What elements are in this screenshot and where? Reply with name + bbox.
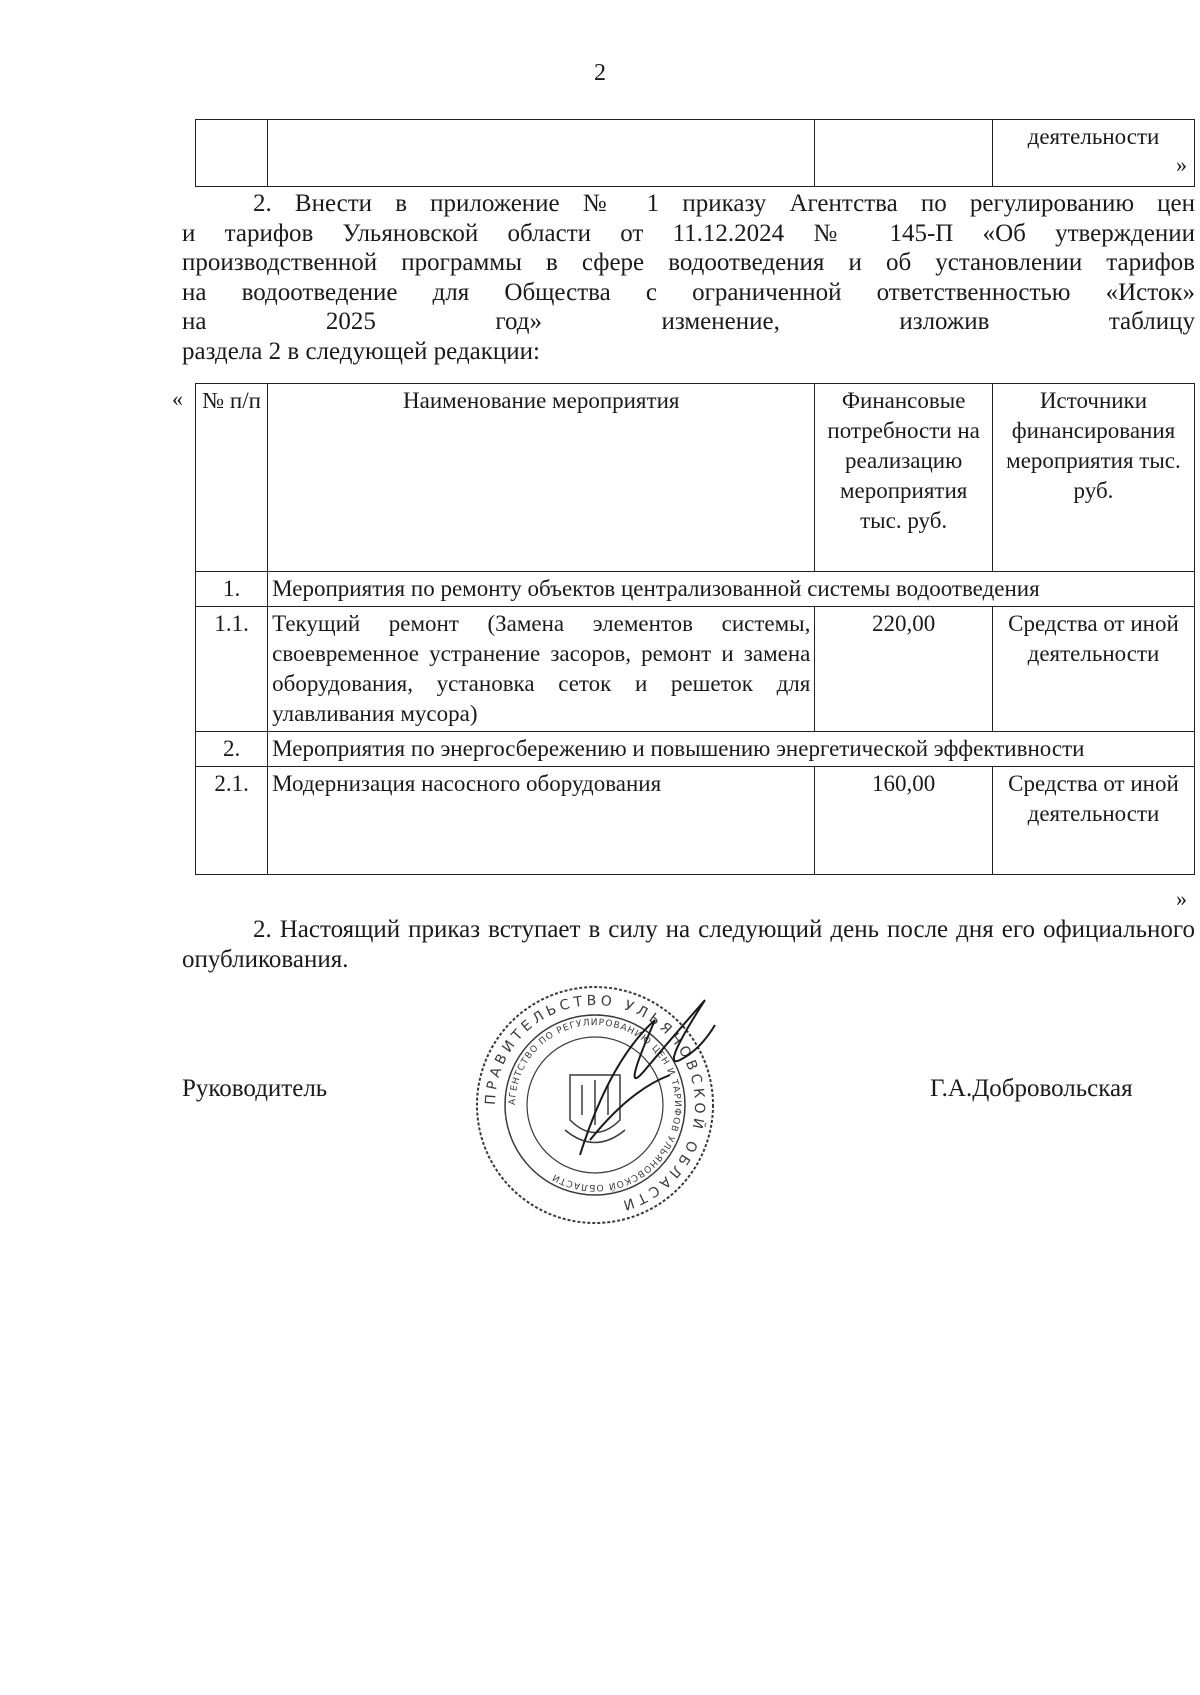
header-num: № п/п	[196, 384, 268, 572]
paragraph-line: производственной программы в сфере водоотведения и об установлении тарифов	[182, 249, 1195, 276]
seal-inner-text: АГЕНТСТВО ПО РЕГУЛИРОВАНИЮ ЦЕН И ТАРИФОВ УЛЬЯНОВСКОЙ ОБЛАСТИ	[507, 1017, 683, 1193]
activity-name: Модернизация насосного оборудования	[268, 767, 815, 875]
table-cell	[196, 120, 268, 187]
seal-outer-text: ПРАВИТЕЛЬСТВО УЛЬЯНОВСКОЙ ОБЛАСТИ	[482, 992, 708, 1214]
page-number: 2	[594, 60, 606, 86]
row-num: 1.1.	[196, 607, 268, 732]
table-row	[196, 767, 1195, 875]
row-num: 1.	[196, 572, 268, 607]
finance-value: 220,00	[815, 607, 993, 732]
table-cell	[268, 120, 815, 187]
row-num: 2.1.	[196, 767, 268, 875]
header-source: Источники финансирования мероприятия тыс. руб.	[992, 384, 1194, 572]
table-row	[196, 607, 1195, 732]
table-row	[196, 732, 1195, 767]
signatory-name: Г.А.Добровольская	[930, 1075, 1133, 1102]
paragraph-line: на водоотведение для Общества с ограниченной ответственностью «Исток»	[182, 278, 1195, 306]
table-cell: деятельности	[992, 120, 1194, 187]
header-finance: Финансовые потребности на реализацию мероприятия тыс. руб.	[815, 384, 993, 572]
table-row	[196, 120, 1195, 187]
table-cell	[815, 120, 993, 187]
row-num: 2.	[196, 732, 268, 767]
opening-quote: «	[172, 386, 183, 411]
activity-name: Текущий ремонт (Замена элементов системы, своевременное устранение засоров, ремонт и замена оборудования, установка сеток и решеток для улавливания мусора)	[268, 607, 815, 732]
section-title: Мероприятия по энергосбережению и повышению энергетической эффективности	[268, 732, 1195, 767]
header-name: Наименование мероприятия	[268, 384, 815, 572]
paragraph-line: и тарифов Ульяновской области от 11.12.2024 № 145-П «Об утверждении	[182, 219, 1195, 247]
paragraph-line: на 2025 год» изменение, изложив таблицу	[182, 308, 1195, 335]
official-seal	[470, 980, 720, 1230]
table-row	[196, 572, 1195, 607]
paragraph-line: 2. Внести в приложение № 1 приказу Агентства по регулированию цен	[253, 190, 1195, 217]
finance-value: 160,00	[815, 767, 993, 875]
paragraph-line: раздела 2 в следующей редакции:	[182, 337, 540, 365]
funding-source: Средства от иной деятельности	[992, 767, 1194, 875]
funding-source: Средства от иной деятельности	[992, 607, 1194, 732]
table-header-row	[196, 384, 1195, 572]
signatory-position: Руководитель	[182, 1075, 328, 1102]
paragraph-amendment	[182, 189, 1195, 366]
closing-quote: »	[1176, 152, 1187, 177]
previous-table-tail	[195, 119, 1195, 187]
closing-quote: »	[1176, 886, 1187, 911]
paragraph-effective-date: 2. Настоящий приказ вступает в силу на следующий день после дня его официального опубликования.	[182, 916, 1195, 973]
activities-table	[195, 383, 1195, 875]
section-title: Мероприятия по ремонту объектов централизованной системы водоотведения	[268, 572, 1195, 607]
